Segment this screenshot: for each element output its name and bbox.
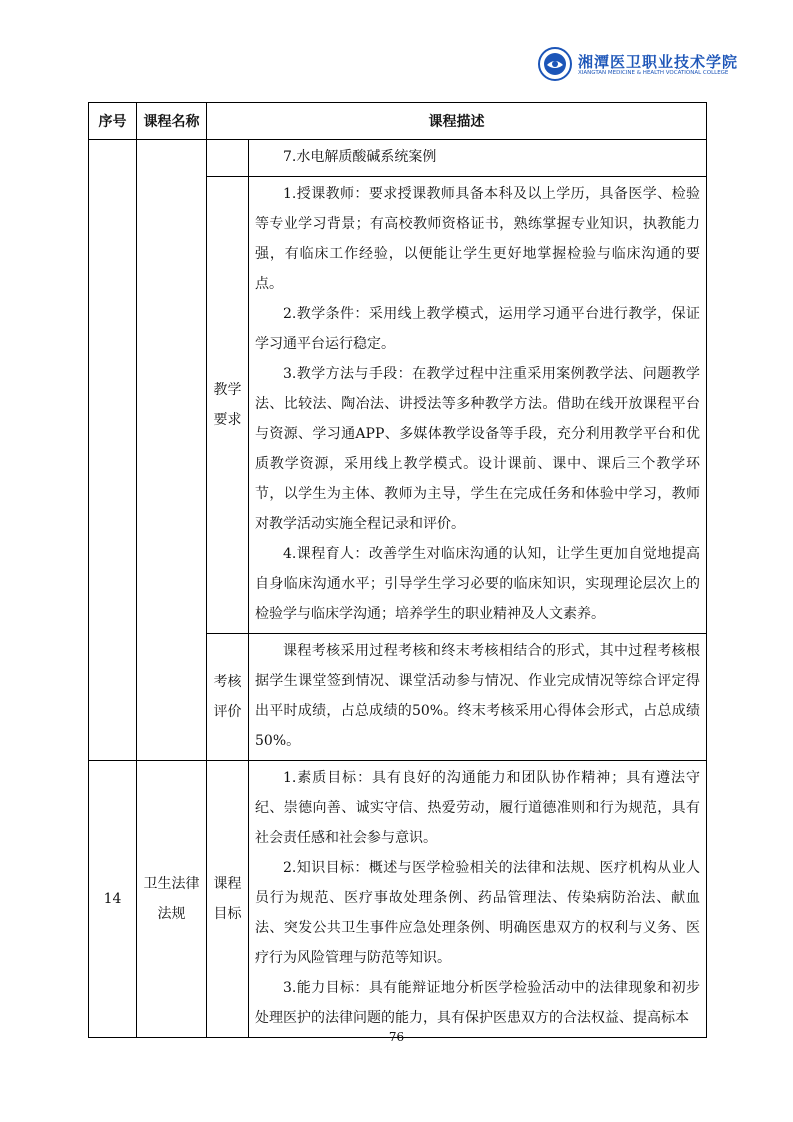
- paragraph: 2.知识目标：概述与医学检验相关的法律和法规、医疗机构从业人员行为规范、医疗事故处理条例、药品管理法、传染病防治法、献血法、突发公共卫生事件应急处理条例、明确医患双方的权利与义务、医疗行为风险管理与防范等知识。: [255, 860, 700, 966]
- table-row: [89, 761, 707, 1038]
- paragraph: 3.能力目标：具有能辩证地分析医学检验活动中的法律现象和初步处理医护的法律问题的能力，具有保护医患双方的合法权益、提高标本: [255, 980, 700, 1026]
- header-course-name: 课程名称: [137, 103, 207, 140]
- course-name-cell: 卫生法律 法规: [137, 761, 207, 1038]
- course-goal-label: 课程 目标: [207, 761, 249, 1038]
- header-seq: 序号: [89, 103, 137, 140]
- college-name-cn: 湘潭医卫职业技术学院: [578, 53, 739, 71]
- paragraph: 4.课程育人：改善学生对临床沟通的认知，让学生更加自觉地提高自身临床沟通水平；引导学生学习必要的临床知识，实现理论层次上的检验学与临床学沟通；培养学生的职业精神及人文素养。: [255, 546, 700, 622]
- college-logo: [538, 44, 739, 86]
- table-header-row: [89, 103, 707, 140]
- teaching-req-desc: [249, 177, 707, 634]
- page-number: 76: [388, 1030, 405, 1044]
- continuation-item: 7.水电解质酸碱系统案例: [283, 149, 437, 165]
- header-course-desc: 课程描述: [207, 103, 707, 140]
- course-name-cell-empty: [137, 140, 207, 761]
- teaching-req-label: 教学 要求: [207, 177, 249, 634]
- seq-cell-empty: [89, 140, 137, 761]
- sub-label-empty: [207, 140, 249, 177]
- assessment-label: 考核 评价: [207, 634, 249, 761]
- college-seal-icon: [538, 47, 572, 81]
- assessment-desc: [249, 634, 707, 761]
- continuation-desc: [249, 140, 707, 177]
- table-row: [89, 140, 707, 177]
- paragraph: 3.教学方法与手段：在教学过程中注重采用案例教学法、问题教学法、比较法、陶冶法、讲授法等多种教学方法。借助在线开放课程平台与资源、学习通APP、多媒体教学设备等手段，充分利用教学平台和优质教学资源，采用线上教学模式。设计课前、课中、课后三个教学环节，以学生为主体、教师为主导，学生在完成任务和体验中学习，教师对教学活动实施全程记录和评价。: [255, 366, 700, 532]
- seq-cell: 14: [89, 761, 137, 1038]
- paragraph: 2.教学条件：采用线上教学模式，运用学习通平台进行教学，保证学习通平台运行稳定。: [255, 306, 700, 352]
- paragraph: 1.授课教师：要求授课教师具备本科及以上学历，具备医学、检验等专业学习背景；有高校教师资格证书，熟练掌握专业知识，执教能力强，有临床工作经验，以便能让学生更好地掌握检验与临床沟通的要点。: [255, 186, 700, 292]
- college-name-en: XIANGTAN MEDICINE & HEALTH VOCATIONAL COLLEGE: [578, 70, 729, 76]
- course-goal-desc: [249, 761, 707, 1038]
- paragraph: 1.素质目标：具有良好的沟通能力和团队协作精神；具有遵法守纪、崇德向善、诚实守信、热爱劳动，履行道德准则和行为规范，具有社会责任感和社会参与意识。: [255, 770, 700, 846]
- course-table: [88, 102, 707, 1038]
- paragraph: 课程考核采用过程考核和终末考核相结合的形式，其中过程考核根据学生课堂签到情况、课堂活动参与情况、作业完成情况等综合评定得出平时成绩，占总成绩的50%。终末考核采用心得体会形式，占总成绩50%。: [255, 643, 700, 749]
